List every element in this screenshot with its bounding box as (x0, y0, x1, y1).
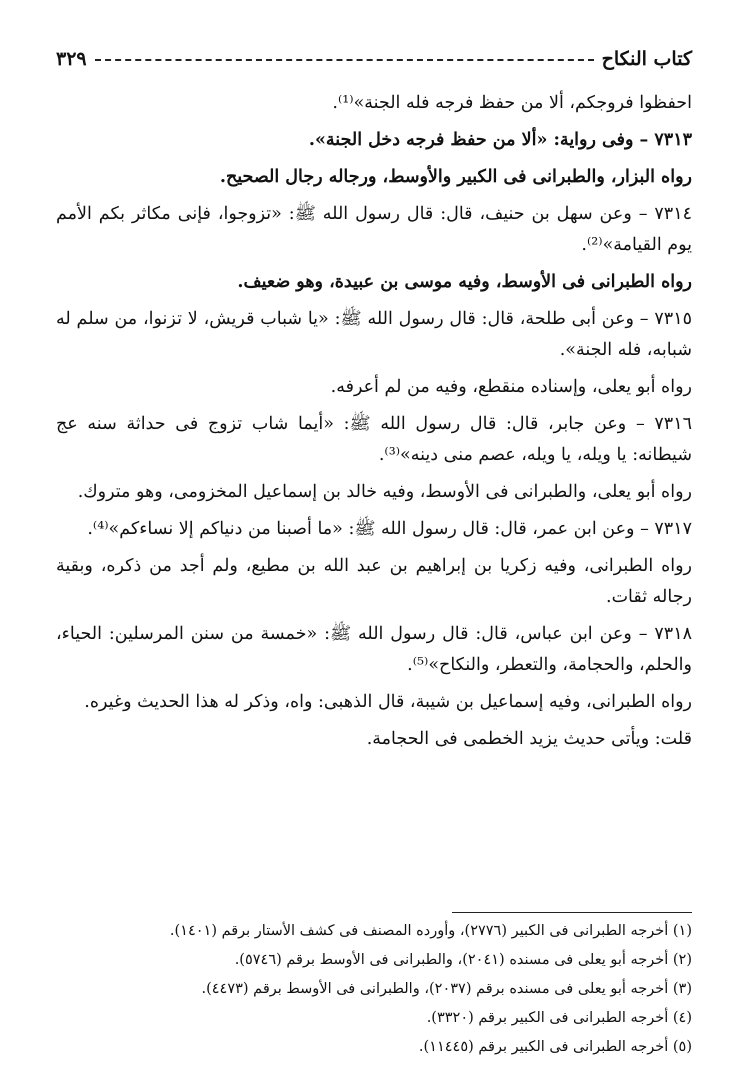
hadith-entry: ٧٣١٦ – وعن جابر، قال: قال رسول الله ﷺ: «أيما شاب تزوج فى حداثة سنه عج شيطانه: يا ويله، يا ويله، عصم منى دينه»⁽³⁾. (56, 414, 692, 465)
document-page (56, 44, 692, 761)
footnote: (٥) أخرجه الطبرانى فى الكبير برقم (١١٤٤٥). (418, 1039, 692, 1055)
source-note: رواه أبو يعلى، والطبرانى فى الأوسط، وفيه خالد بن إسماعيل المخزومى، وهو متروك. (77, 482, 692, 502)
paragraph: احفظوا فروجكم، ألا من حفظ فرجه فله الجنة»⁽¹⁾. (332, 93, 692, 113)
header-divider (95, 59, 594, 61)
footnote: (٤) أخرجه الطبرانى فى الكبير برقم (٣٣٢٠). (426, 1010, 692, 1026)
hadith-entry: ٧٣١٤ – وعن سهل بن حنيف، قال: قال رسول الله ﷺ: «تزوجوا، فإنى مكاثر بكم الأمم يوم القيامة»⁽²⁾. (56, 204, 692, 255)
footnote: (١) أخرجه الطبرانى فى الكبير (٢٧٧٦)، وأورده المصنف فى كشف الأستار برقم (١٤٠١). (169, 923, 692, 939)
footnotes (56, 912, 692, 1062)
comment-note: قلت: ويأتى حديث يزيد الخطمى فى الحجامة. (366, 729, 692, 749)
hadith-entry: ٧٣١٥ – وعن أبى طلحة، قال: قال رسول الله ﷺ: «يا شباب قريش، لا تزنوا، من سلم له شبابه، فله الجنة». (56, 309, 692, 360)
source-note: رواه أبو يعلى، وإسناده منقطع، وفيه من لم أعرفه. (330, 377, 692, 397)
main-text (56, 88, 692, 755)
footnote: (٢) أخرجه أبو يعلى فى مسنده (٢٠٤١)، والطبرانى فى الأوسط برقم (٥٧٤٦). (234, 952, 692, 968)
hadith-entry: ٧٣١٧ – وعن ابن عمر، قال: قال رسول الله ﷺ: «ما أصبنا من دنياكم إلا نساءكم»⁽⁴⁾. (87, 519, 692, 539)
page-header (56, 44, 692, 74)
hadith-entry: ٧٣١٨ – وعن ابن عباس، قال: قال رسول الله ﷺ: «خمسة من سنن المرسلين: الحياء، والحلم، والحجامة، والتعطر، والنكاح»⁽⁵⁾. (56, 624, 692, 675)
footnote: (٣) أخرجه أبو يعلى فى مسنده برقم (٢٠٣٧)، والطبرانى فى الأوسط برقم (٤٤٧٣). (201, 981, 692, 997)
source-note: رواه الطبرانى فى الأوسط، وفيه موسى بن عبيدة، وهو ضعيف. (237, 272, 692, 292)
page-number: ٣٢٩ (56, 48, 87, 70)
source-note: رواه البزار، والطبرانى فى الكبير والأوسط، ورجاله رجال الصحيح. (219, 167, 692, 187)
source-note: رواه الطبرانى، وفيه إسماعيل بن شيبة، قال الذهبى: واه، وذكر له هذا الحديث وغيره. (84, 692, 692, 712)
source-note: رواه الطبرانى، وفيه زكريا بن إبراهيم بن عبد الله بن مطيع، ولم أجد من ذكره، وبقية رجاله ثقات. (56, 556, 692, 607)
footnote-divider (452, 912, 692, 913)
hadith-entry: ٧٣١٣ – وفى رواية: «ألا من حفظ فرجه دخل الجنة». (308, 130, 692, 150)
chapter-title: كتاب النكاح (601, 48, 692, 70)
